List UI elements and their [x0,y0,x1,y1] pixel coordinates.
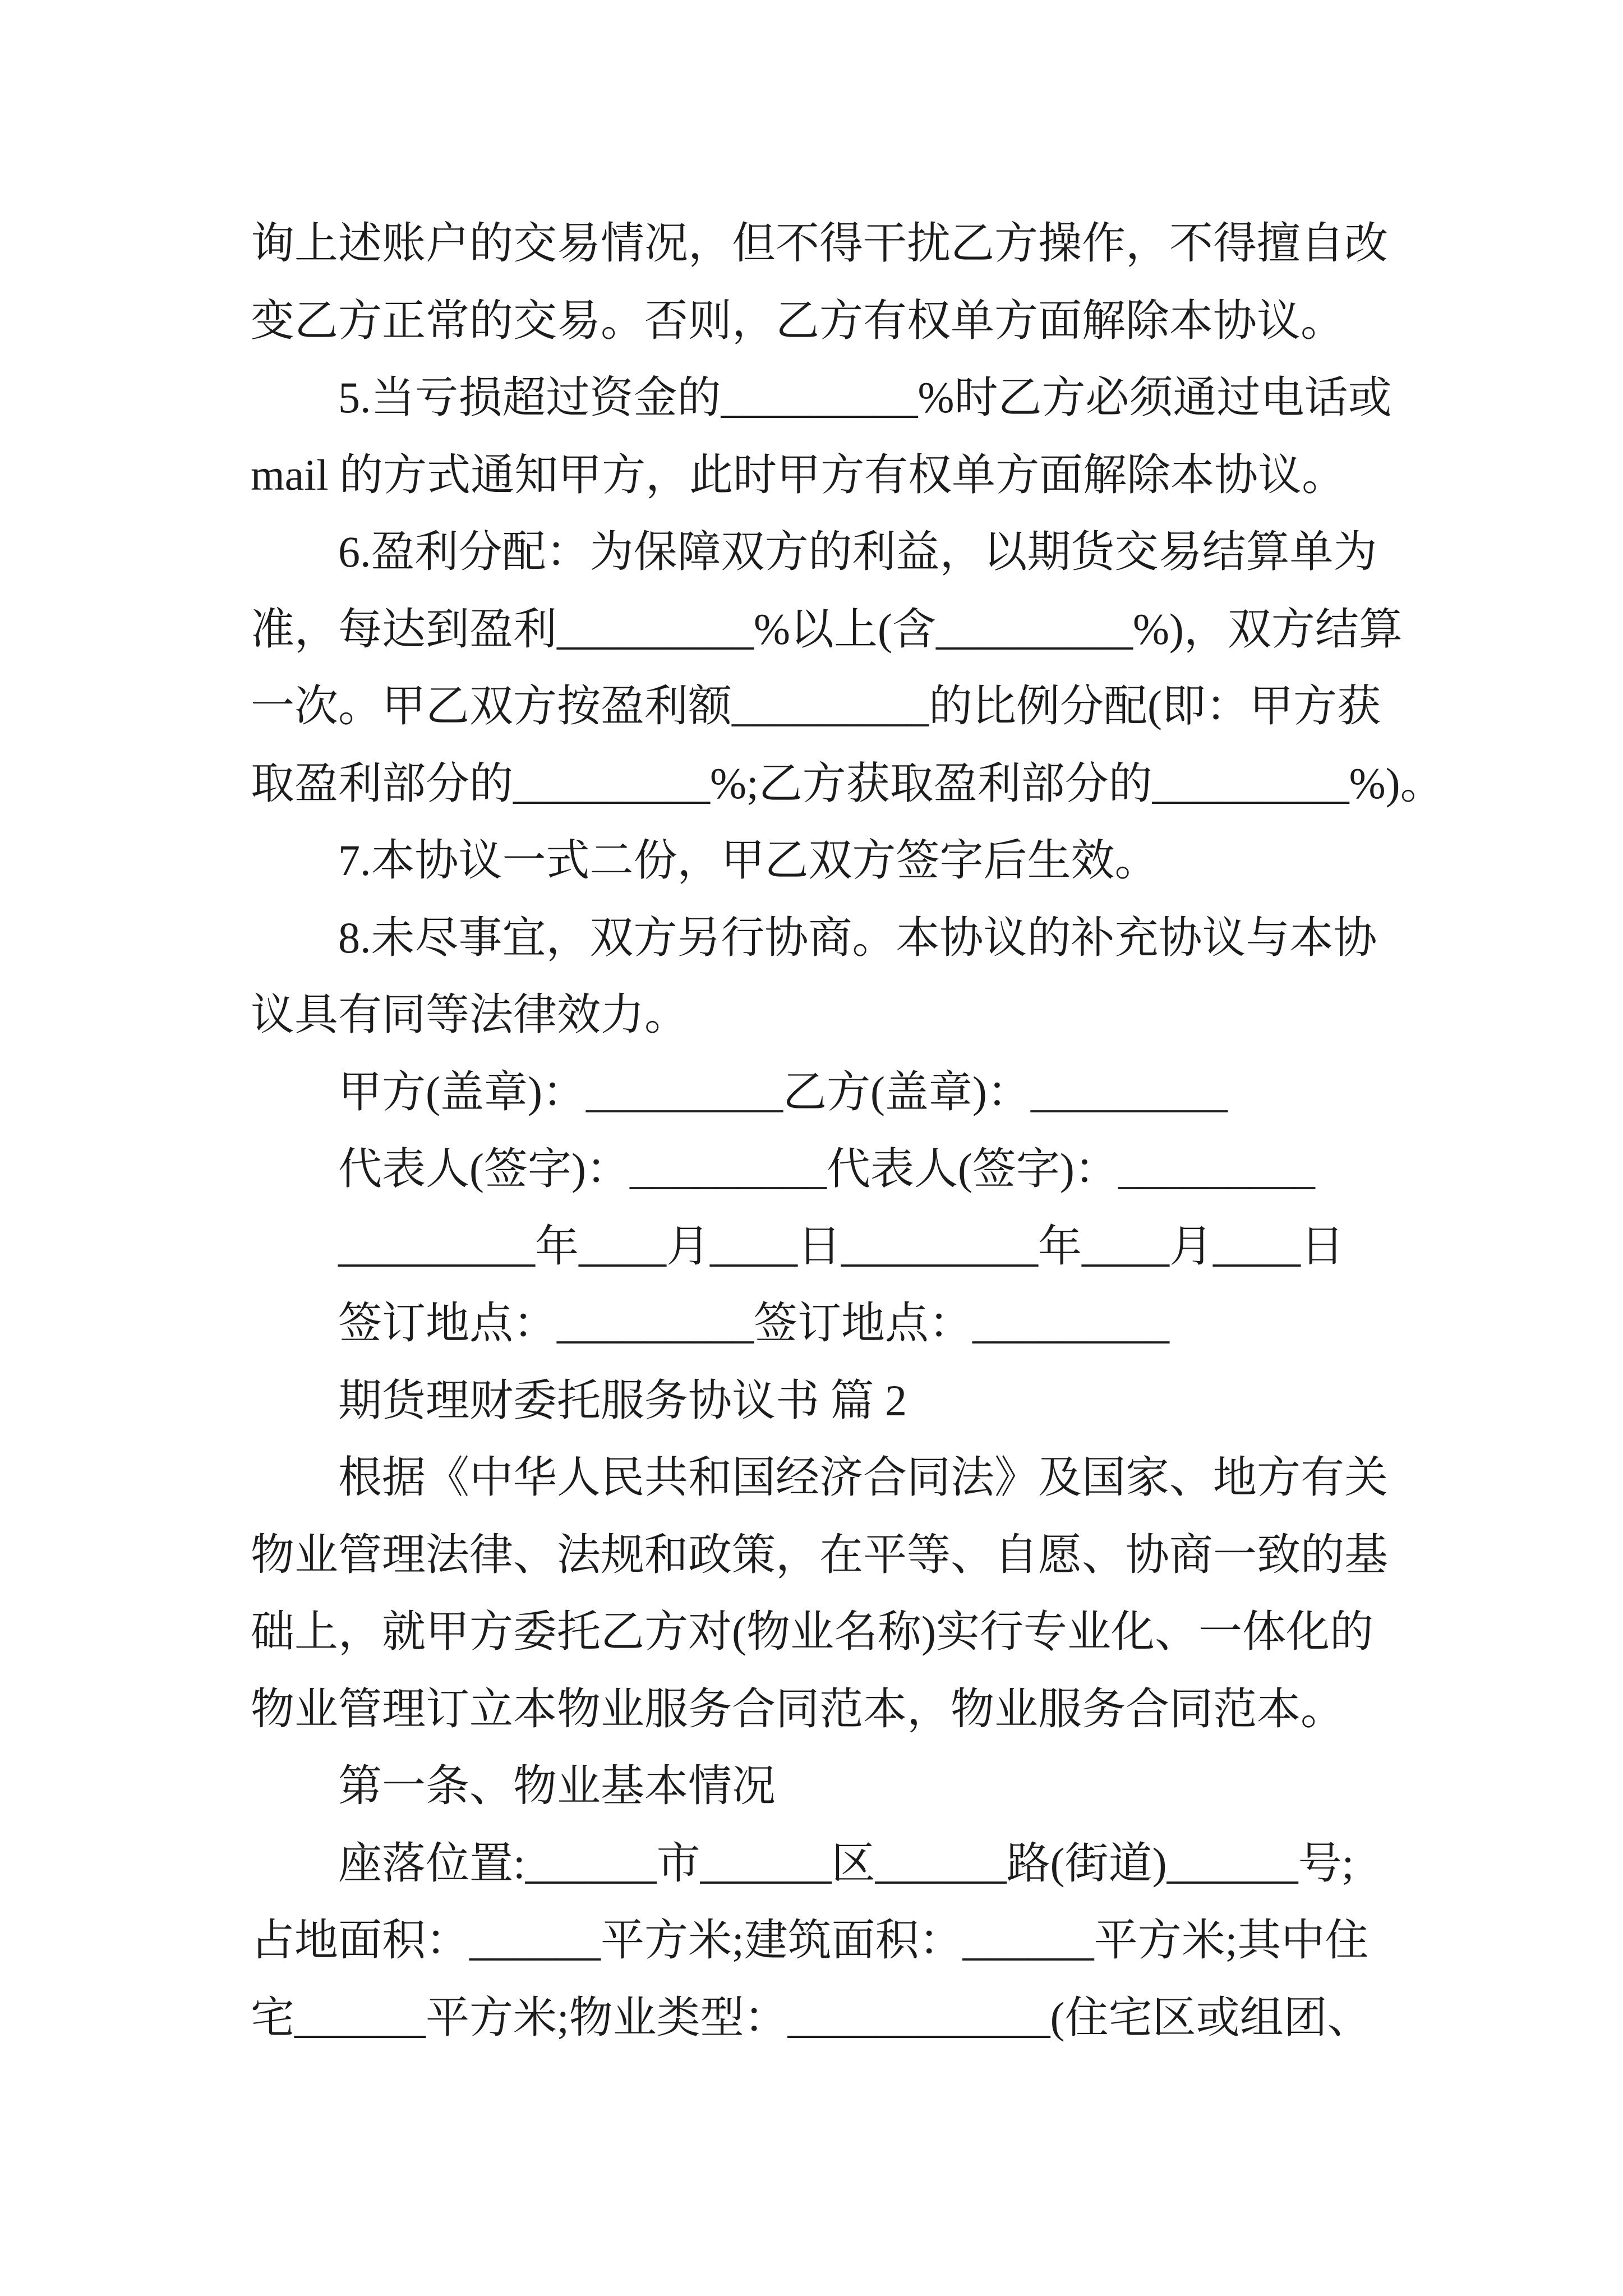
paragraph-line: 根据《中华人民共和国经济合同法》及国家、地方有关 [338,1453,1389,1502]
clause-8-line: 8.未尽事宜，双方另行协商。本协议的补充协议与本协 [338,913,1377,962]
signing-place-line: 签订地点：_________签订地点：_________ [338,1299,1170,1347]
paragraph-line: 准，每达到盈利_________%以上(含_________%)，双方结算 [251,604,1403,654]
paragraph-line: 变乙方正常的交易。否则，乙方有权单方面解除本协议。 [251,296,1345,345]
paragraph-line: 议具有同等法律效力。 [251,990,689,1039]
paragraph-line: 询上述账户的交易情况，但不得干扰乙方操作，不得擅自改 [251,219,1389,268]
representative-signature-line: 代表人(签字)：_________代表人(签字)：_________ [338,1144,1315,1193]
paragraph-line: 一次。甲乙双方按盈利额_________的比例分配(即：甲方获 [251,682,1381,730]
paragraph-line: 物业管理订立本物业服务合同范本，物业服务合同范本。 [251,1684,1345,1733]
paragraph-line: 物业管理法律、法规和政策，在平等、自愿、协商一致的基 [251,1530,1389,1579]
clause-5-line: 5.当亏损超过资金的_________%时乙方必须通过电话或 [338,373,1392,422]
location-line: 座落位置:______市______区______路(街道)______号; [338,1838,1354,1888]
paragraph-line: 础上，就甲方委托乙方对(物业名称)实行专业化、一体化的 [251,1607,1373,1656]
article-heading: 第一条、物业基本情况 [338,1761,776,1810]
section-heading: 期货理财委托服务协议书 篇 2 [338,1375,907,1425]
document-body [251,205,1541,2056]
clause-6-line: 6.盈利分配：为保障双方的利益，以期货交易结算单为 [338,527,1377,576]
date-line: _________年____月____日_________年____月____日 [338,1221,1345,1271]
property-type-line: 宅______平方米;物业类型：____________(住宅区或组团、 [251,1993,1371,2042]
area-line: 占地面积：______平方米;建筑面积：______平方米;其中住 [251,1916,1369,1964]
paragraph-line: 取盈利部分的_________%;乙方获取盈利部分的_________%)。 [251,758,1444,808]
paragraph-line: mail 的方式通知甲方，此时甲方有权单方面解除本协议。 [251,450,1346,499]
seal-signature-line: 甲方(盖章)：_________乙方(盖章)：_________ [338,1067,1228,1116]
clause-7-line: 7.本协议一式二份，甲乙双方签字后生效。 [338,836,1159,885]
